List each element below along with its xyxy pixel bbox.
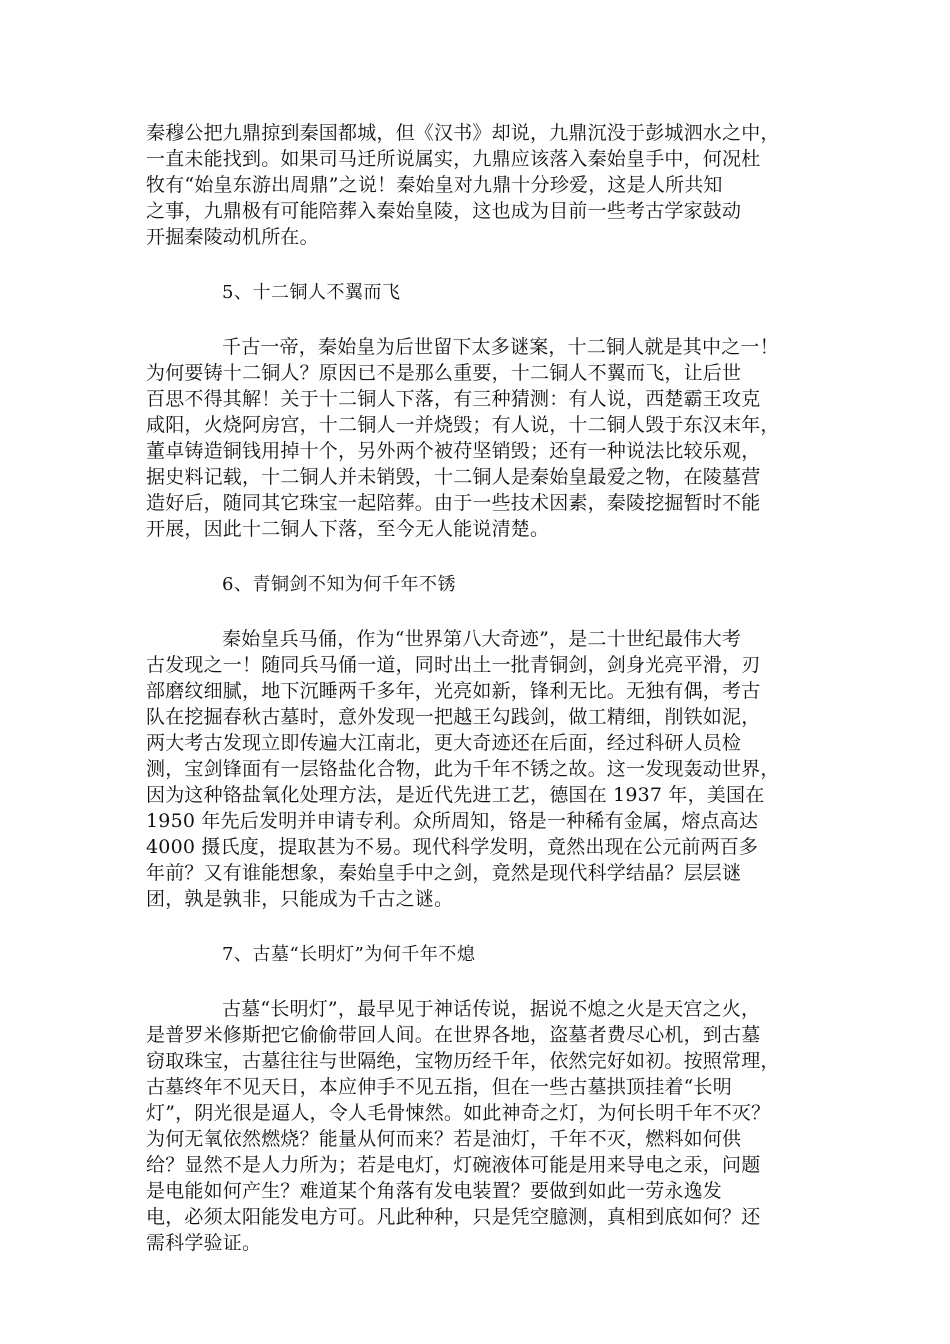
text-line: 古发现之一！随同兵马俑一道，同时出土一批青铜剑，剑身光亮平滑，刃	[146, 654, 761, 676]
section-heading-5: 5、十二铜人不翼而飞	[222, 282, 401, 303]
text-line: 1950 年先后发明并申请专利。众所周知，铬是一种稀有金属，熔点高达	[146, 810, 759, 832]
text-line: 队在挖掘春秋古墓时，意外发现一把越王勾践剑，做工精细，削铁如泥，	[146, 706, 761, 728]
document-body	[146, 120, 826, 1256]
text-line: 是电能如何产生？难道某个角落有发电装置？要做到如此一劳永逸发	[146, 1180, 723, 1202]
text-line: 百思不得其解！关于十二铜人下落，有三种猜测：有人说，西楚霸王攻克	[146, 388, 761, 410]
text-line: 一直未能找到。如果司马迁所说属实，九鼎应该落入秦始皇手中，何况杜	[146, 148, 761, 170]
paragraph-section-7	[146, 996, 826, 1256]
text-line: 秦穆公把九鼎掠到秦国都城，但《汉书》却说，九鼎沉没于彭城泗水之中，	[146, 122, 780, 144]
section-heading-6: 6、青铜剑不知为何千年不锈	[222, 574, 456, 595]
text-line: 团，孰是孰非，只能成为千古之谜。	[146, 888, 454, 910]
text-line: 部磨纹细腻，地下沉睡两千多年，光亮如新，锋利无比。无独有偶，考古	[146, 680, 761, 702]
text-line: 为何要铸十二铜人？原因已不是那么重要，十二铜人不翼而飞，让后世	[146, 362, 742, 384]
text-line: 两大考古发现立即传遍大江南北，更大奇迹还在后面，经过科研人员检	[146, 732, 742, 754]
text-line: 开掘秦陵动机所在。	[146, 226, 319, 248]
text-line: 千古一帝，秦始皇为后世留下太多谜案，十二铜人就是其中之一！	[222, 336, 779, 358]
text-line: 测，宝剑锋面有一层铬盐化合物，此为千年不锈之故。这一发现轰动世界，	[146, 758, 780, 780]
text-line: 开展，因此十二铜人下落，至今无人能说清楚。	[146, 518, 550, 540]
text-line: 古墓终年不见天日，本应伸手不见五指，但在一些古墓拱顶挂着“长明	[146, 1076, 732, 1098]
text-line: 董卓铸造铜钱用掉十个，另外两个被苻坚销毁；还有一种说法比较乐观，	[146, 440, 761, 462]
text-line: 灯”，阴光很是逼人，令人毛骨悚然。如此神奇之灯，为何长明千年不灭？	[146, 1102, 771, 1124]
text-line: 造好后，随同其它珠宝一起陪葬。由于一些技术因素，秦陵挖掘暂时不能	[146, 492, 761, 514]
text-line: 需科学验证。	[146, 1232, 262, 1254]
text-line: 窃取珠宝，古墓往往与世隔绝，宝物历经千年，依然完好如初。按照常理，	[146, 1050, 780, 1072]
text-line: 秦始皇兵马俑，作为“世界第八大奇迹”，是二十世纪最伟大考	[222, 628, 742, 650]
text-line: 牧有“始皇东游出周鼎”之说！秦始皇对九鼎十分珍爱，这是人所共知	[146, 174, 723, 196]
text-line: 咸阳，火烧阿房宫，十二铜人一并烧毁；有人说，十二铜人毁于东汉末年，	[146, 414, 780, 436]
text-line: 据史料记载，十二铜人并未销毁，十二铜人是秦始皇最爱之物，在陵墓营	[146, 466, 761, 488]
text-line: 之事，九鼎极有可能陪葬入秦始皇陵，这也成为目前一些考古学家鼓动	[146, 200, 742, 222]
text-line: 是普罗米修斯把它偷偷带回人间。在世界各地，盗墓者费尽心机，到古墓	[146, 1024, 761, 1046]
text-line: 年前？又有谁能想象，秦始皇手中之剑，竟然是现代科学结晶？层层谜	[146, 862, 742, 884]
text-line: 因为这种铬盐氧化处理方法，是近代先进工艺，德国在 1937 年，美国在	[146, 784, 765, 806]
paragraph-section-6	[146, 626, 826, 912]
text-line: 给？显然不是人力所为；若是电灯，灯碗液体可能是用来导电之汞，问题	[146, 1154, 761, 1176]
text-line: 古墓“长明灯”，最早见于神话传说，据说不熄之火是天宫之火，	[222, 998, 761, 1020]
section-heading-7: 7、古墓“长明灯”为何千年不熄	[222, 944, 476, 965]
text-line: 为何无氧依然燃烧？能量从何而来？若是油灯，千年不灭，燃料如何供	[146, 1128, 742, 1150]
paragraph-section-5	[146, 334, 826, 542]
text-line: 电，必须太阳能发电方可。凡此种种，只是凭空臆测，真相到底如何？还	[146, 1206, 761, 1228]
text-line: 4000 摄氏度，提取甚为不易。现代科学发明，竟然出现在公元前两百多	[146, 836, 759, 858]
paragraph-intro	[146, 120, 826, 250]
